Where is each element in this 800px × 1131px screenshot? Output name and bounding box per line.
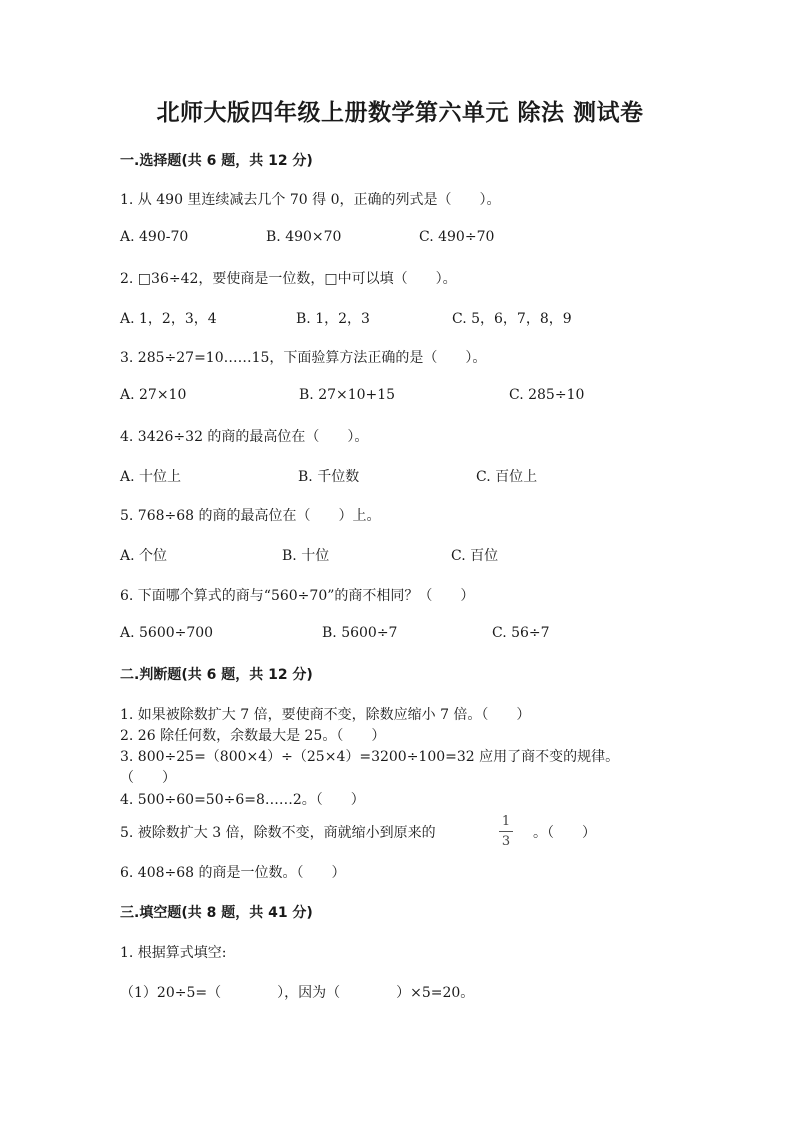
judge-question-5-answer-blank: 。（ ）: [533, 825, 596, 841]
judge-question-3: 3. 800÷25=（800×4）÷（25×4）=3200÷100=32 应用了商不变的规律。: [120, 749, 620, 765]
judge-question-4: 4. 500÷60=50÷6=8……2。（ ）: [120, 792, 365, 808]
fraction-numerator: 1: [501, 814, 511, 829]
fraction-one-third: [497, 813, 515, 850]
choice-4-option-a: A. 十位上: [120, 469, 182, 485]
choice-1-option-b: B. 490×70: [266, 229, 342, 245]
choice-3-option-b: B. 27×10+15: [299, 387, 396, 403]
choice-1-option-a: A. 490-70: [120, 229, 189, 245]
choice-2-option-a: A. 1，2，3，4: [120, 311, 217, 327]
choice-6-option-c: C. 56÷7: [492, 625, 550, 641]
choice-6-option-b: B. 5600÷7: [322, 625, 398, 641]
choice-6-option-a: A. 5600÷700: [120, 625, 214, 641]
choice-2-option-b: B. 1，2，3: [296, 311, 370, 327]
choice-5-option-c: C. 百位: [451, 548, 499, 564]
judge-question-2: 2. 26 除任何数，余数最大是 25。（ ）: [120, 728, 386, 744]
section-judge-heading: 二.判断题(共 6 题，共 12 分): [120, 667, 313, 683]
judge-question-3-answer-blank: （ ）: [120, 770, 176, 786]
choice-question-5: 5. 768÷68 的商的最高位在（ ）上。: [120, 508, 381, 524]
choice-question-1: 1. 从 490 里连续减去几个 70 得 0，正确的列式是（ ）。: [120, 192, 501, 208]
section-fill-heading: 三.填空题(共 8 题，共 41 分): [120, 905, 313, 921]
choice-5-option-b: B. 十位: [282, 548, 330, 564]
choice-3-option-a: A. 27×10: [120, 387, 187, 403]
choice-question-6: 6. 下面哪个算式的商与“560÷70”的商不相同？（ ）: [120, 588, 475, 604]
fraction-bar: [499, 831, 513, 832]
choice-question-4: 4. 3426÷32 的商的最高位在（ ）。: [120, 429, 369, 445]
judge-question-6: 6. 408÷68 的商是一位数。（ ）: [120, 865, 346, 881]
choice-question-2: 2. □36÷42，要使商是一位数，□中可以填（ ）。: [120, 271, 457, 287]
choice-4-option-c: C. 百位上: [476, 469, 538, 485]
judge-question-5: 5. 被除数扩大 3 倍，除数不变，商就缩小到原来的: [120, 825, 436, 841]
section-choice-heading: 一.选择题(共 6 题，共 12 分): [120, 153, 313, 169]
worksheet-title: 北师大版四年级上册数学第六单元 除法 测试卷: [156, 100, 644, 126]
fraction-denominator: 3: [501, 834, 511, 849]
fill-question-1: 1. 根据算式填空:: [120, 945, 227, 961]
judge-question-1: 1. 如果被除数扩大 7 倍，要使商不变，除数应缩小 7 倍。（ ）: [120, 707, 531, 723]
choice-1-option-c: C. 490÷70: [419, 229, 495, 245]
fill-question-1-part-1: （1）20÷5=（ ），因为（ ）×5=20。: [120, 985, 475, 1001]
choice-3-option-c: C. 285÷10: [509, 387, 585, 403]
choice-4-option-b: B. 千位数: [298, 469, 360, 485]
choice-question-3: 3. 285÷27=10……15，下面验算方法正确的是（ ）。: [120, 350, 487, 366]
choice-5-option-a: A. 个位: [120, 548, 168, 564]
choice-2-option-c: C. 5，6，7，8，9: [452, 311, 572, 327]
